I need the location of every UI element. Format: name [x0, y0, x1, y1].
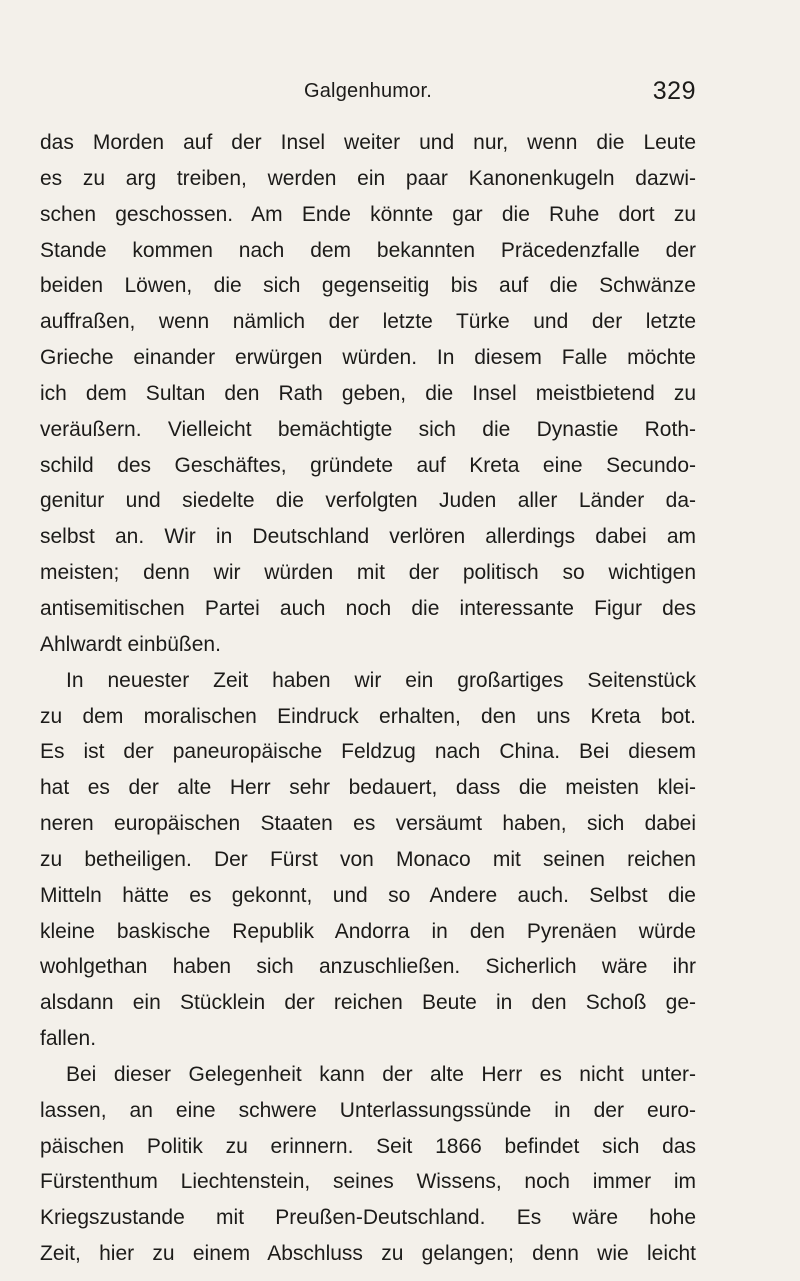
text-line: Zeit, hier zu einem Abschluss zu gelangen; denn wie leicht [40, 1242, 696, 1266]
text-line: auffraßen, wenn nämlich der letzte Türke und der letzte [40, 310, 696, 334]
running-head [40, 74, 696, 108]
page-number: 329 [652, 77, 696, 105]
text-line: zu betheiligen. Der Fürst von Monaco mit seinen reichen [40, 847, 696, 871]
text-line: Fürstenthum Liechtenstein, seines Wissens, noch immer im [40, 1170, 696, 1194]
text-line: Stande kommen nach dem bekannten Präcedenzfalle der [40, 238, 696, 262]
paragraph-start-line: In neuester Zeit haben wir ein großartiges Seitenstück [66, 668, 696, 692]
text-line: ich dem Sultan den Rath geben, die Insel meistbietend zu [40, 381, 696, 405]
text-line: päischen Politik zu erinnern. Seit 1866 befindet sich das [40, 1134, 696, 1158]
text-line: es zu arg treiben, werden ein paar Kanonenkugeln dazwi- [40, 166, 696, 190]
text-line: hat es der alte Herr sehr bedauert, dass die meisten klei- [40, 776, 696, 800]
text-line: Es ist der paneuropäische Feldzug nach China. Bei diesem [40, 740, 696, 764]
text-line: beiden Löwen, die sich gegenseitig bis auf die Schwänze [40, 274, 696, 298]
text-line: schild des Geschäftes, gründete auf Kreta eine Secundo- [40, 453, 696, 477]
text-line: fallen. [40, 1027, 97, 1051]
text-line: genitur und siedelte die verfolgten Juden aller Länder da- [40, 489, 696, 513]
text-line: meisten; denn wir würden mit der politisch so wichtigen [40, 561, 696, 585]
text-line: zu dem moralischen Eindruck erhalten, den uns Kreta bot. [40, 704, 696, 728]
text-line: wohlgethan haben sich anzuschließen. Sicherlich wäre ihr [40, 955, 696, 979]
text-line: lassen, an eine schwere Unterlassungssünde in der euro- [40, 1098, 696, 1122]
text-line: alsdann ein Stücklein der reichen Beute in den Schoß ge- [40, 991, 696, 1015]
running-title: Galgenhumor. [303, 80, 433, 102]
text-line: schen geschossen. Am Ende könnte gar die Ruhe dort zu [40, 202, 696, 226]
text-line: neren europäischen Staaten es versäumt haben, sich dabei [40, 812, 696, 836]
text-line: Kriegszustande mit Preußen-Deutschland. Es wäre hohe [40, 1206, 696, 1230]
text-line: selbst an. Wir in Deutschland verlören allerdings dabei am [40, 525, 696, 549]
text-line: das Morden auf der Insel weiter und nur, wenn die Leute [40, 131, 696, 154]
paragraph-start-line: Bei dieser Gelegenheit kann der alte Herr es nicht unter- [66, 1062, 696, 1086]
text-line: veräußern. Vielleicht bemächtigte sich die Dynastie Roth- [40, 417, 696, 441]
body-text [40, 125, 696, 1272]
text-line: Mitteln hätte es gekonnt, und so Andere auch. Selbst die [40, 883, 696, 907]
text-line: Grieche einander erwürgen würden. In diesem Falle möchte [40, 346, 696, 370]
text-line: kleine baskische Republik Andorra in den Pyrenäen würde [40, 919, 696, 943]
text-line: Ahlwardt einbüßen. [40, 632, 221, 656]
text-line: antisemitischen Partei auch noch die interessante Figur des [40, 596, 696, 620]
